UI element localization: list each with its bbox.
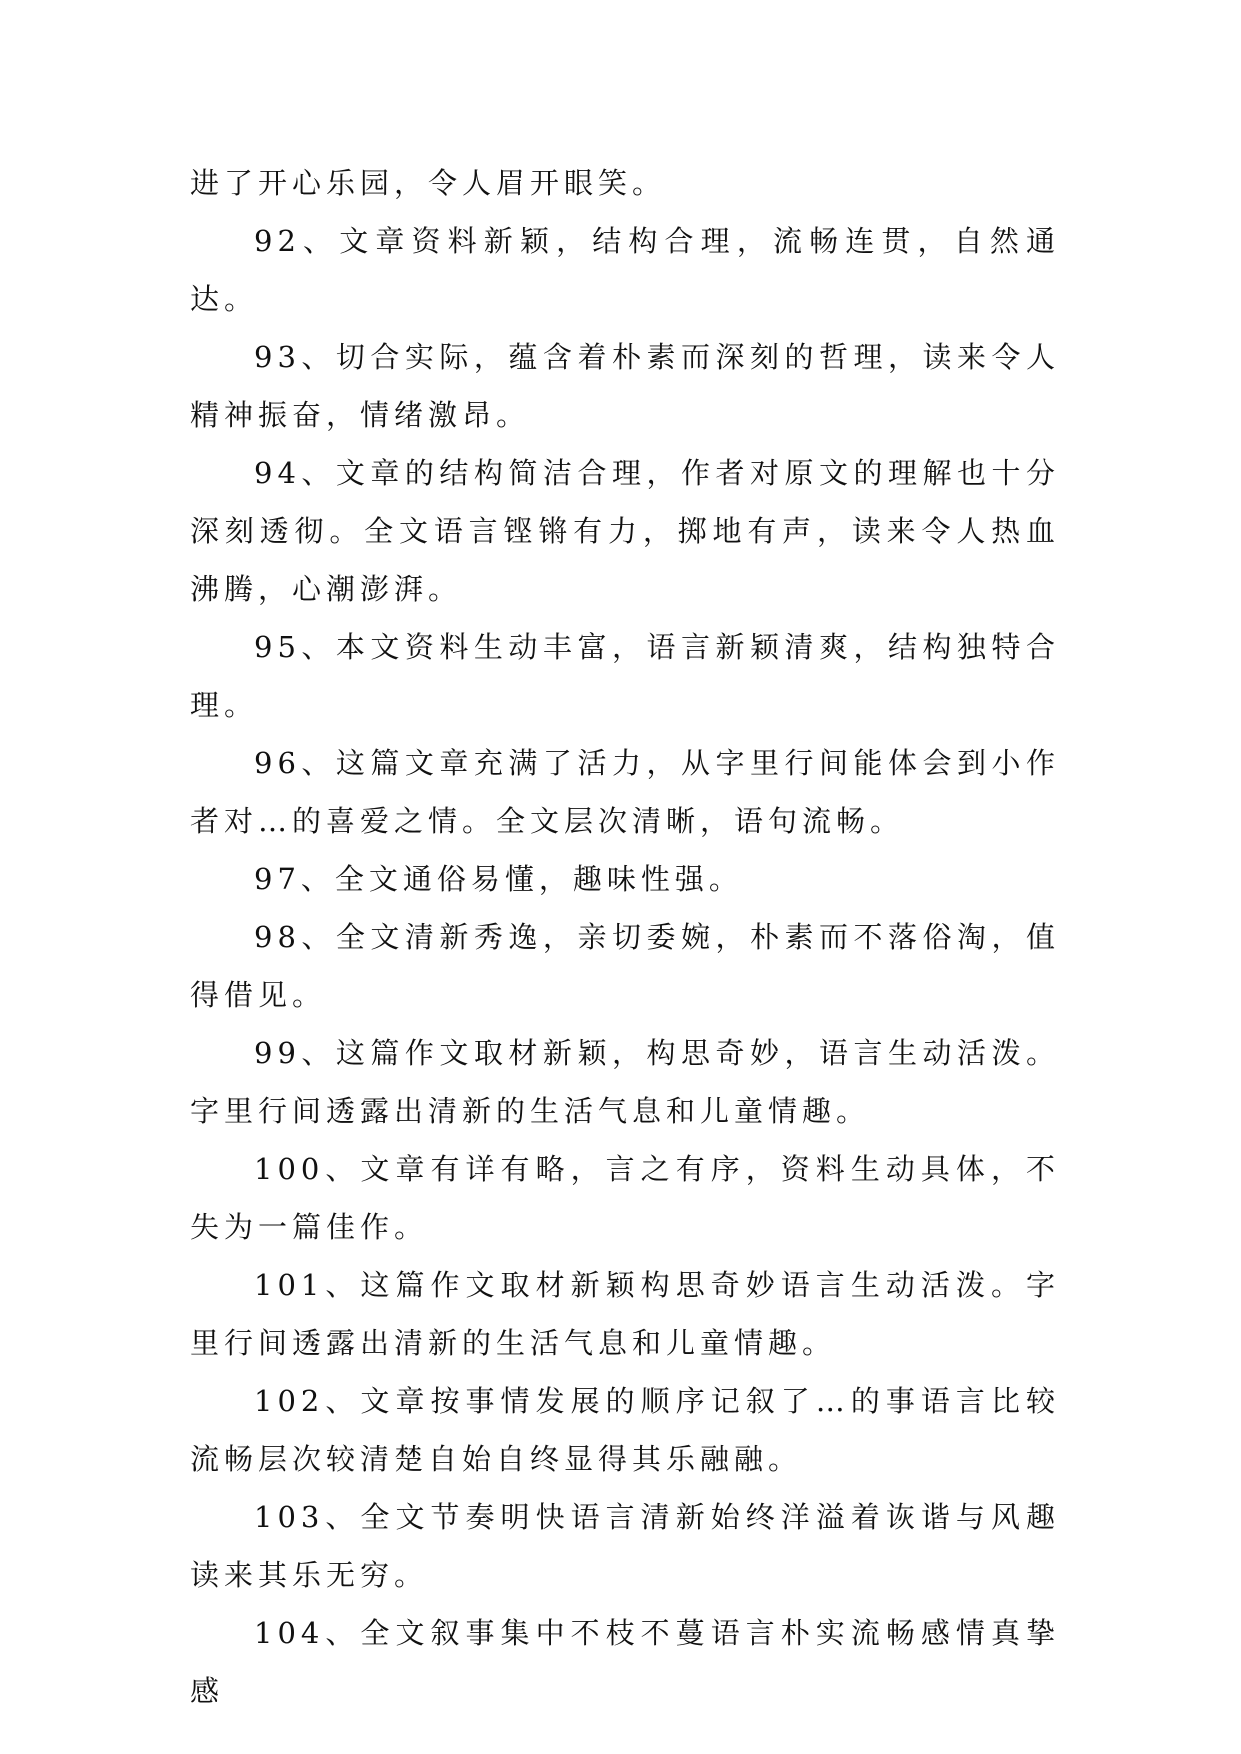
document-body: [190, 154, 1060, 1720]
paragraph-item-93: 93、切合实际，蕴含着朴素而深刻的哲理，读来令人精神振奋，情绪激昂。: [190, 340, 1060, 432]
paragraph-item-95: 95、本文资料生动丰富，语言新颖清爽，结构独特合理。: [190, 630, 1060, 722]
paragraph-item-97: 97、全文通俗易懂，趣味性强。: [254, 862, 743, 896]
paragraph-item-92: 92、文章资料新颖，结构合理，流畅连贯，自然通达。: [190, 224, 1060, 316]
paragraph-item-100: 100、文章有详有略，言之有序，资料生动具体，不失为一篇佳作。: [190, 1152, 1060, 1244]
paragraph-item-96: 96、这篇文章充满了活力，从字里行间能体会到小作者对…的喜爱之情。全文层次清晰，语句流畅。: [190, 746, 1060, 838]
paragraph-continuation: 进了开心乐园，令人眉开眼笑。: [190, 166, 667, 200]
paragraph-item-98: 98、全文清新秀逸，亲切委婉，朴素而不落俗淘，值得借见。: [190, 920, 1060, 1012]
paragraph-item-103: 103、全文节奏明快语言清新始终洋溢着诙谐与风趣读来其乐无穷。: [190, 1500, 1060, 1592]
paragraph-item-99: 99、这篇作文取材新颖，构思奇妙，语言生动活泼。字里行间透露出清新的生活气息和儿童情趣。: [190, 1036, 1060, 1128]
paragraph-item-94: 94、文章的结构简洁合理，作者对原文的理解也十分深刻透彻。全文语言铿锵有力，掷地有声，读来令人热血沸腾，心潮澎湃。: [190, 456, 1060, 606]
paragraph-item-104: 104、全文叙事集中不枝不蔓语言朴实流畅感情真挚感: [190, 1616, 1060, 1708]
paragraph-item-101: 101、这篇作文取材新颖构思奇妙语言生动活泼。字里行间透露出清新的生活气息和儿童情趣。: [190, 1268, 1060, 1360]
paragraph-item-102: 102、文章按事情发展的顺序记叙了…的事语言比较流畅层次较清楚自始自终显得其乐融融。: [190, 1384, 1060, 1476]
